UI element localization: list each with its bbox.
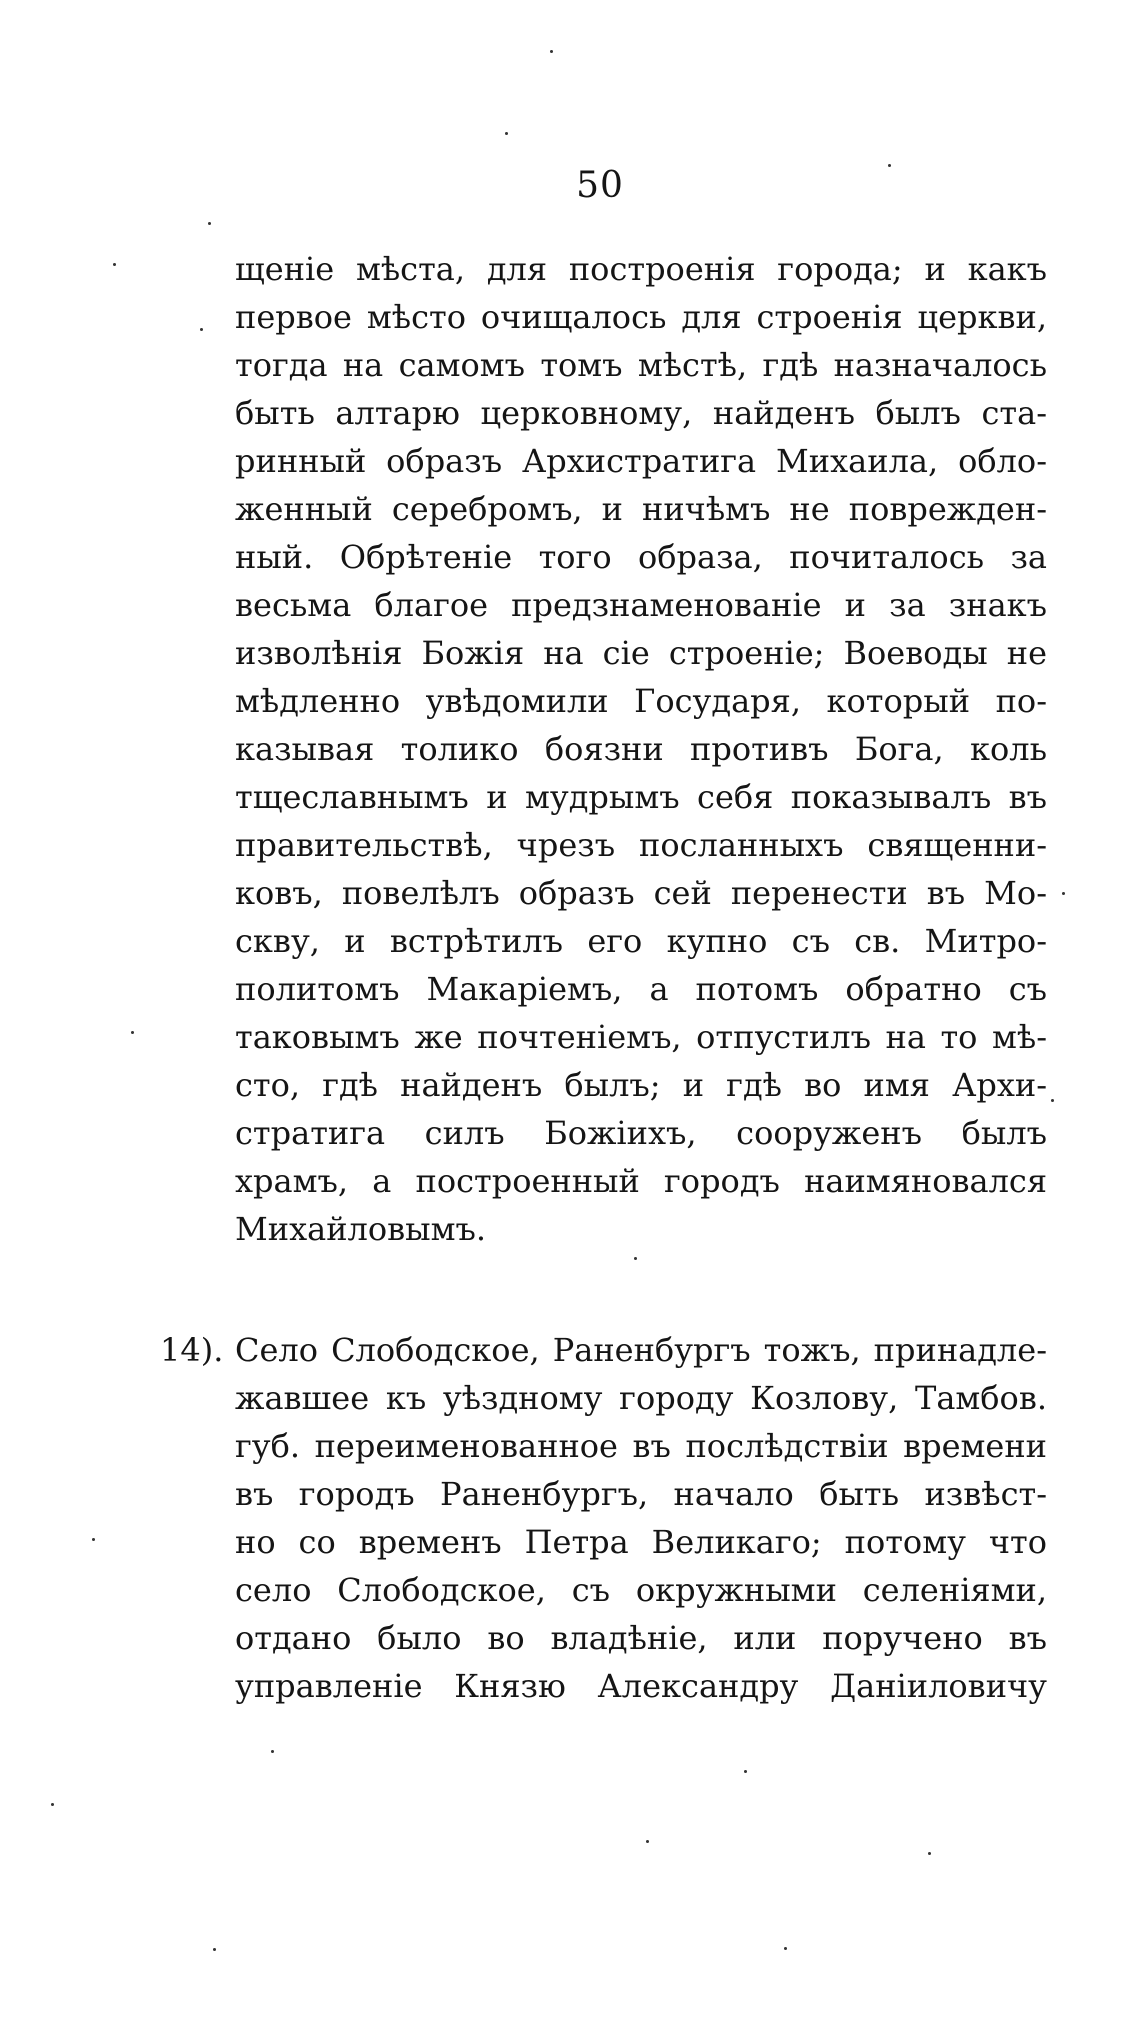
- text-line: тогда на самомъ томъ мѣстѣ, гдѣ назначалось: [235, 346, 1047, 384]
- speck-mark: [1062, 892, 1065, 895]
- text-line: управленіе Князю Александру Даніиловичу: [235, 1667, 1047, 1705]
- text-line: губ. переименованное въ послѣдствіи времени: [235, 1427, 1047, 1465]
- text-line: мѣдленно увѣдомили Государя, который по-: [235, 682, 1047, 720]
- speck-mark: [113, 263, 116, 266]
- text-line: правительствѣ, чрезъ посланныхъ священни-: [235, 826, 1047, 864]
- speck-mark: [888, 164, 891, 167]
- text-line: ный. Обрѣтеніе того образа, почиталось за: [235, 538, 1047, 576]
- speck-mark: [928, 1852, 931, 1855]
- speck-mark: [550, 50, 553, 53]
- speck-mark: [505, 132, 508, 135]
- speck-mark: [92, 1538, 95, 1541]
- speck-mark: [744, 1770, 747, 1773]
- text-line: первое мѣсто очищалось для строенія церкви,: [235, 298, 1047, 336]
- text-line: село Слободское, съ окружными селеніями,: [235, 1571, 1047, 1609]
- text-line: но со временъ Петра Великаго; потому что: [235, 1523, 1047, 1561]
- text-line: стратига силъ Божіихъ, сооруженъ былъ: [235, 1114, 1047, 1152]
- speck-mark: [51, 1803, 54, 1806]
- text-line: ринный образъ Архистратига Михаила, обло-: [235, 442, 1047, 480]
- speck-mark: [634, 1257, 637, 1260]
- text-line: отдано было во владѣніе, или поручено въ: [235, 1619, 1047, 1657]
- text-line: женный серебромъ, и ничѣмъ не поврежден-: [235, 490, 1047, 528]
- speck-mark: [1051, 1099, 1054, 1102]
- text-line: щеніе мѣста, для построенія города; и какъ: [235, 250, 1047, 288]
- speck-mark: [646, 1840, 649, 1843]
- text-line: политомъ Макаріемъ, а потомъ обратно съ: [235, 970, 1047, 1008]
- text-line: скву, и встрѣтилъ его купно съ св. Митро-: [235, 922, 1047, 960]
- speck-mark: [131, 1031, 134, 1034]
- text-line: казывая толико боязни противъ Бога, коль: [235, 730, 1047, 768]
- text-line: ковъ, повелѣлъ образъ сей перенести въ Мо-: [235, 874, 1047, 912]
- speck-mark: [200, 328, 203, 331]
- text-line: быть алтарю церковному, найденъ былъ ста-: [235, 394, 1047, 432]
- text-line: тщеславнымъ и мудрымъ себя показывалъ въ: [235, 778, 1047, 816]
- text-line: въ городъ Раненбургъ, начало быть извѣст-: [235, 1475, 1047, 1513]
- speck-mark: [271, 1750, 274, 1753]
- text-line: таковымъ же почтеніемъ, отпустилъ на то мѣ-: [235, 1018, 1047, 1056]
- text-line: жавшее къ уѣздному городу Козлову, Тамбов.: [235, 1379, 1047, 1417]
- speck-mark: [784, 1947, 787, 1950]
- speck-mark: [208, 222, 211, 225]
- text-line: изволѣнія Божія на сіе строеніе; Воеводы не: [235, 634, 1047, 672]
- text-line: Село Слободское, Раненбургъ тожъ, принадле-: [235, 1331, 1047, 1369]
- text-line: Михайловымъ.: [235, 1210, 487, 1248]
- text-line: сто, гдѣ найденъ былъ; и гдѣ во имя Архи-: [235, 1066, 1047, 1104]
- text-line: храмъ, а построенный городъ наимяновался: [235, 1162, 1047, 1200]
- text-line: весьма благое предзнаменованіе и за знакъ: [235, 586, 1047, 624]
- speck-mark: [213, 1948, 216, 1951]
- page-number: 50: [576, 165, 624, 206]
- note-number: 14).: [160, 1331, 224, 1369]
